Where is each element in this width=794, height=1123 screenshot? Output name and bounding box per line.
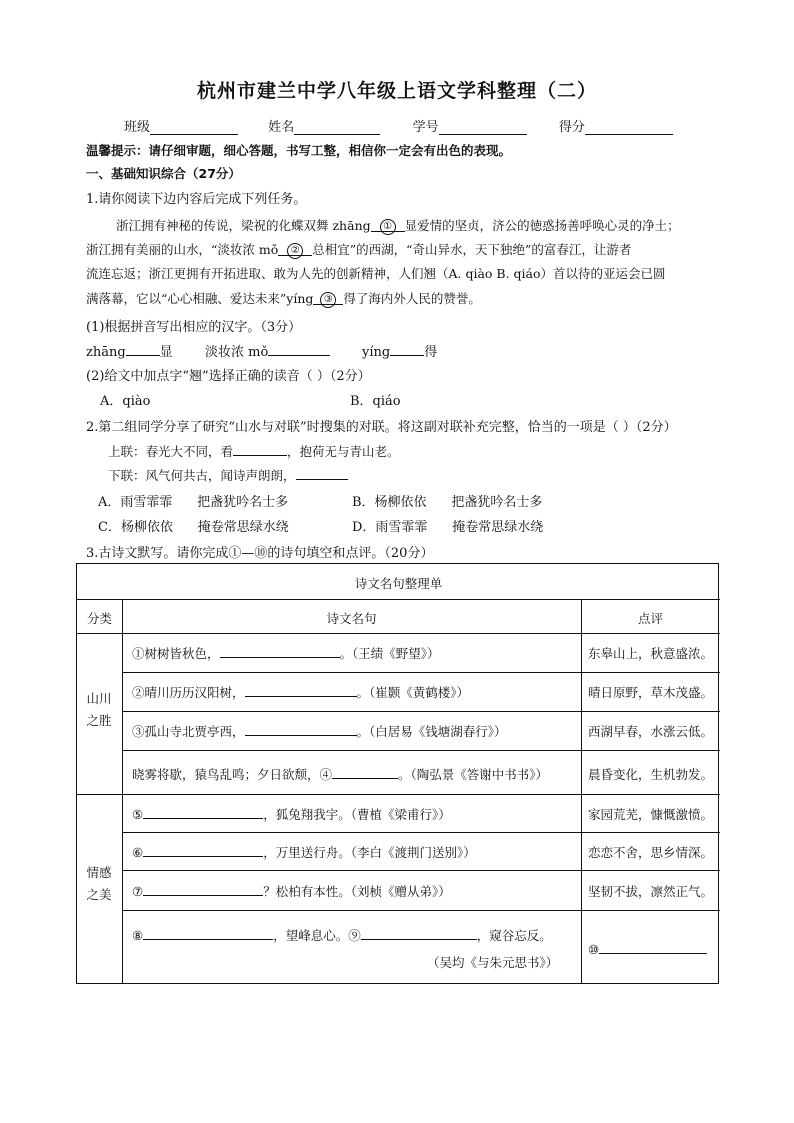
blank-2-marker: ②	[287, 243, 303, 259]
answer-blank[interactable]	[245, 683, 357, 697]
class-field[interactable]	[150, 120, 238, 135]
poem-table	[76, 563, 719, 984]
answer-blank[interactable]	[268, 342, 330, 356]
answer-blank[interactable]	[390, 342, 424, 356]
q3-stem: 3.古诗文默写。请你完成①—⑩的诗句填空和点评。（20分）	[86, 546, 434, 561]
row-comment: 晨昏变化，生机勃发。	[588, 767, 714, 782]
answer-blank[interactable]	[233, 442, 287, 456]
blank-1-marker: ①	[380, 219, 396, 235]
q1-stem: 1.请你阅读下边内容后完成下列任务。	[86, 192, 307, 207]
answer-blank[interactable]	[143, 926, 273, 940]
answer-blank[interactable]	[143, 805, 263, 819]
q2-upper-couplet: 上联：春光大不同，看 ，抱荷无与青山老。	[108, 444, 400, 459]
q1-sub2: (2)给文中加点字“翘”选择正确的读音（ ）（2分）	[86, 369, 371, 384]
table-row: ⑧ ，望峰息心。⑨ ，窥谷忘反。	[132, 928, 552, 943]
q2-stem: 2.第二组同学分享了研究“山水与对联”时搜集的对联。将这副对联补充完整，恰当的一项是（ ）（2分）	[86, 420, 677, 435]
category-landscape: 山川之胜	[86, 691, 112, 728]
tip-text: 温馨提示：请仔细审题，细心答题，书写工整，相信你一定会有出色的表现。	[86, 143, 512, 158]
header-category: 分类	[86, 611, 112, 626]
answer-blank[interactable]	[143, 843, 263, 857]
header-comment: 点评	[637, 611, 663, 626]
q1-passage-line-2: 浙江拥有美丽的山水，“淡妆浓 mǒ ② 总相宜”的西湖，“奇山异水，天下独绝”的富春江，让游者	[86, 242, 632, 257]
answer-blank[interactable]	[332, 765, 398, 779]
row-comment: 东皋山上，秋意盛浓。	[588, 646, 714, 661]
table-row: ①树树皆秋色， 。（王绩《野望》）	[132, 646, 440, 661]
q1-sub1-item-1: zhāng 显	[86, 341, 173, 360]
q1-option-b[interactable]: B．qiáo	[350, 394, 401, 409]
answer-blank[interactable]	[220, 644, 340, 658]
q2-option-d[interactable]: D．雨雪霏霏 掩卷常思绿水绕	[352, 520, 544, 535]
table-row: ②晴川历历汉阳树， 。（崔颢《黄鹤楼》）	[132, 685, 470, 700]
student-info-line	[124, 116, 673, 135]
row-comment: 恋恋不舍，思乡情深。	[588, 845, 714, 860]
row-comment: ⑩	[588, 940, 707, 957]
section-heading: 一、基础知识综合（27分）	[86, 166, 241, 181]
table-row: ⑤ ，狐兔翔我宇。（曹植《梁甫行》）	[132, 807, 451, 822]
answer-blank[interactable]	[296, 466, 348, 480]
q1-sub1-item-2: 淡妆浓 mǒ	[205, 341, 330, 360]
name-field[interactable]	[294, 120, 380, 135]
row-comment: 晴日原野，草木茂盛。	[588, 685, 714, 700]
table-row: ③孤山寺北贾亭西， 。（白居易《钱塘湖春行》）	[132, 724, 507, 739]
answer-blank[interactable]	[599, 940, 707, 954]
table-title: 诗文名句整理单	[354, 576, 443, 591]
q1-sub1: (1)根据拼音写出相应的汉字。（3分）	[86, 320, 302, 335]
q1-passage-line-3: 流连忘返；浙江更拥有开拓进取、敢为人先的创新精神，人们翘（A. qiào B. qiáo）首以待的亚运会已圆	[86, 266, 666, 281]
category-emotion: 情感之美	[86, 865, 112, 902]
answer-blank[interactable]	[143, 882, 263, 896]
table-row: 晓雾将歇，猿鸟乱鸣；夕日欲颓，④ 。（陶弘景《答谢中书书》）	[132, 767, 549, 782]
q1-passage-line-1: 浙江拥有神秘的传说，梁祝的化蝶双舞 zhāng ① 显爱情的坚贞，济公的徳惑扬善呼唤心灵的净土；	[116, 218, 680, 233]
q1-sub1-item-3: yíng 得	[362, 341, 437, 360]
score-field[interactable]	[585, 120, 673, 135]
answer-blank[interactable]	[361, 926, 477, 940]
number-label: 学号	[412, 120, 439, 135]
answer-blank[interactable]	[245, 722, 357, 736]
header-poem: 诗文名句	[326, 611, 377, 626]
blank-3-marker: ③	[320, 292, 336, 308]
score-label: 得分	[558, 120, 585, 135]
table-row: ⑥ ，万里送行舟。（李白《渡荆门送别》）	[132, 845, 476, 860]
row-comment: 西湖早春，水涨云低。	[588, 724, 714, 739]
q2-option-a[interactable]: A．雨雪霏霏 把盏犹吟名士多	[98, 495, 289, 510]
q1-passage-line-4: 满落幕，它以“心心相融、爱达未来”yíng ③ 得了海内外人民的赞誉。	[86, 291, 481, 306]
row-source: （吴均《与朱元思书》）	[427, 955, 559, 970]
q2-lower-couplet: 下联：风气何共古，闻诗声朗朗，	[108, 466, 348, 484]
page-title: 杭州市建兰中学八年级上语文学科整理（二）	[196, 80, 597, 102]
q2-option-b[interactable]: B．杨柳依依 把盏犹吟名士多	[352, 495, 543, 510]
q2-option-c[interactable]: C．杨柳依依 掩卷常思绿水绕	[98, 520, 289, 535]
answer-blank[interactable]	[126, 342, 160, 356]
table-row: ⑦ ？松柏有本性。（刘桢《赠从弟》）	[132, 884, 451, 899]
row-comment: 家园荒芜，慷慨激愤。	[588, 807, 714, 822]
class-label: 班级	[124, 120, 151, 135]
name-label: 姓名	[268, 120, 295, 135]
row-comment: 坚韧不拔，凛然正气。	[588, 884, 714, 899]
number-field[interactable]	[439, 120, 527, 135]
q1-option-a[interactable]: A．qiào	[100, 394, 151, 409]
